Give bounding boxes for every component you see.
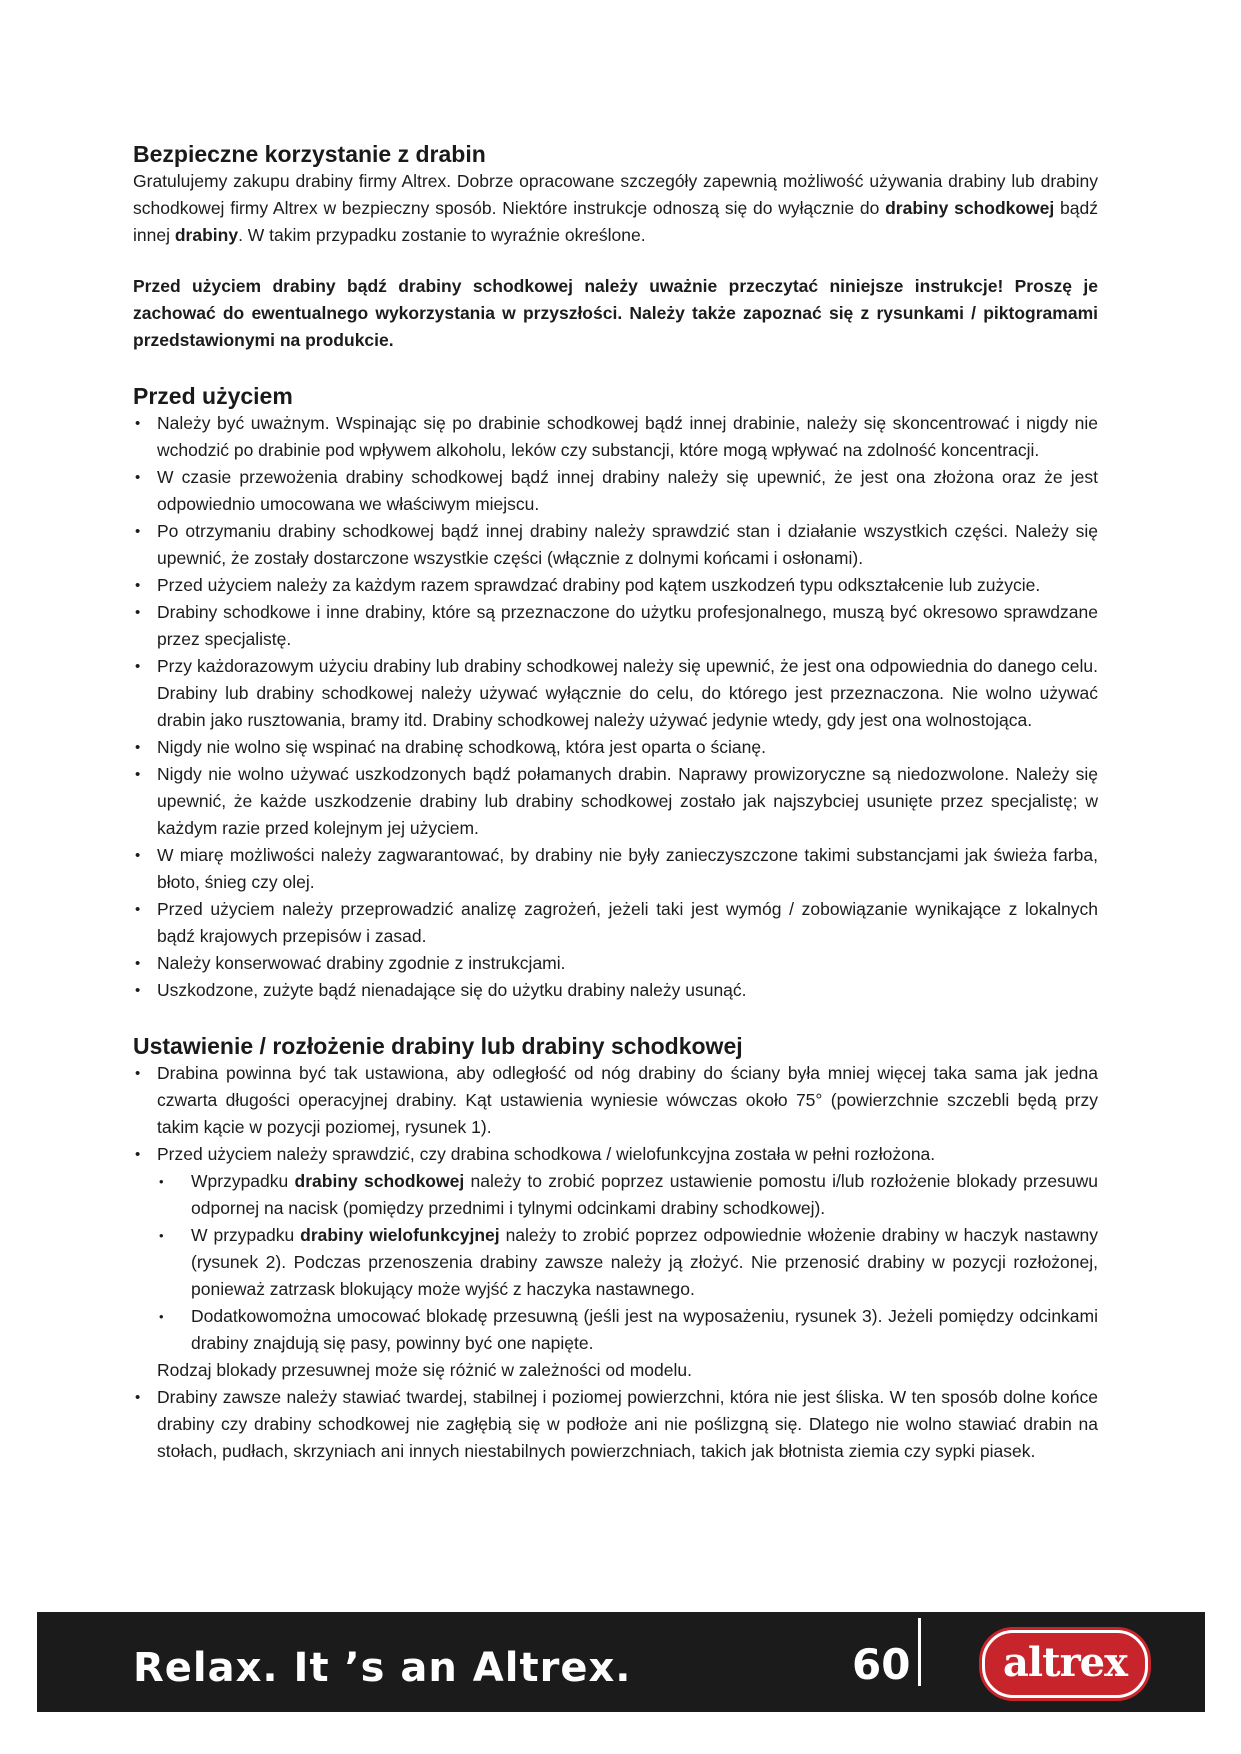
list-item: • Przed użyciem należy za każdym razem sprawdzać drabiny pod kątem uszkodzeń typu odkształcenie lub zużycie.: [133, 572, 1098, 599]
sub-bold-multiladder: drabiny wielofunkcyjnej: [300, 1225, 500, 1245]
sub-text: należy to zrobić poprzez ustawienie pomostu i/lub rozłożenie blokady przesuwu odpornej na nacisk (pomiędzy przednimi i tylnymi odcinkami drabiny schodkowej).: [191, 1171, 1099, 1218]
list-item: • W miarę możliwości należy zagwarantować, by drabiny nie były zanieczyszczone takimi substancjami jak świeża farba, błoto, śnieg czy olej.: [133, 842, 1098, 896]
sub-text: W przypadku: [191, 1225, 301, 1245]
intro-text: Gratulujemy zakupu drabiny firmy Altrex. Dobrze opracowane szczegóły zapewnią możliwość używania drabiny lub drabiny schodkowej firmy Altrex w bezpieczny sposób. Niektóre instrukcje odnoszą się do wyłącznie do: [133, 171, 1098, 218]
page-content: [133, 140, 1098, 1465]
section-title-setup: Ustawienie / rozłożenie drabiny lub drabiny schodkowej: [133, 1033, 743, 1059]
list-item: • Przy każdorazowym użyciu drabiny lub drabiny schodkowej należy się upewnić, że jest ona odpowiednia do danego celu. Drabiny lub drabiny schodkowej należy używać wyłącznie do celu, do którego jest przeznaczona. Nie wolno używać drabin jako rusztowania, bramy itd. Drabiny schodkowej należy używać jedynie wtedy, gdy jest ona wolnostojąca.: [133, 653, 1098, 734]
list-item: • Uszkodzone, zużyte bądź nienadające się do użytku drabiny należy usunąć.: [133, 977, 1098, 1004]
sublist-item: [157, 1168, 1098, 1222]
sub-bold-stepladder: drabiny schodkowej: [294, 1171, 465, 1191]
list-item-text: • Przed użyciem należy sprawdzić, czy drabina schodkowa / wielofunkcyjna została w pełni rozłożona.: [157, 1144, 936, 1164]
altrex-logo: [982, 1630, 1148, 1698]
footer-slogan: Relax. It ’s an Altrex.: [133, 1645, 632, 1691]
list-item: [133, 1141, 1098, 1384]
setup-list: [133, 1060, 1098, 1465]
intro-text: . W takim przypadku zostanie to wyraźnie określone.: [238, 225, 646, 245]
section-title-before-use: Przed użyciem: [133, 383, 293, 409]
logo-text: altrex: [1003, 1638, 1127, 1686]
list-item: • Po otrzymaniu drabiny schodkowej bądź innej drabiny należy sprawdzić stan i działanie wszystkich części. Należy się upewnić, że zostały dostarczone wszystkie części (włącznie z dolnymi końcami i osłonami).: [133, 518, 1098, 572]
sub-text: należy to zrobić poprzez odpowiednie włożenie drabiny w haczyk nastawny (rysunek 2). Podczas przenoszenia drabiny zawsze należy ją złożyć. Nie przenosić drabiny w pozycji rozłożonej, ponieważ zatrzask blokujący może wyjść z haczyka nastawnego.: [191, 1225, 1098, 1299]
sublist-note: Rodzaj blokady przesuwnej może się różnić w zależności od modelu.: [157, 1360, 692, 1380]
intro-text: bądź innej: [133, 198, 1098, 245]
page-number: 60: [852, 1640, 911, 1689]
list-item: • Drabina powinna być tak ustawiona, aby odległość od nóg drabiny do ściany była mniej więcej taka sama jak jedna czwarta długości operacyjnej drabiny. Kąt ustawienia wyniesie wówczas około 75° (powierzchnie szczebli będą przy takim kącie w pozycji poziomej, rysunek 1).: [133, 1060, 1098, 1141]
list-item: • Nigdy nie wolno używać uszkodzonych bądź połamanych drabin. Naprawy prowizoryczne są niedozwolone. Należy się upewnić, że każde uszkodzenie drabiny lub drabiny schodkowej zostało jak najszybciej usunięte przez specjalistę; w każdym razie przed kolejnym jej użyciem.: [133, 761, 1098, 842]
section-title-safe-use: Bezpieczne korzystanie z drabin: [133, 141, 486, 167]
list-item: • Drabiny zawsze należy stawiać twardej, stabilnej i poziomej powierzchni, która nie jest śliska. W ten sposób dolne końce drabiny czy drabiny schodkowej nie zagłębią się w podłoże ani nie poślizgną się. Dlatego nie wolno stawiać drabin na stołach, pudłach, skrzyniach ani innych niestabilnych powierzchniach, takich jak błotnista ziemia czy sypki piasek.: [133, 1384, 1098, 1465]
sub-text: Wprzypadku: [191, 1171, 295, 1191]
sublist-item: [157, 1222, 1098, 1303]
list-item: • Przed użyciem należy przeprowadzić analizę zagrożeń, jeżeli taki jest wymóg / zobowiązanie wynikające z lokalnych bądź krajowych przepisów i zasad.: [133, 896, 1098, 950]
intro-paragraph: [133, 168, 1098, 249]
setup-sublist: [157, 1168, 1098, 1357]
list-item: • Należy być uważnym. Wspinając się po drabinie schodkowej bądź innej drabinie, należy się skoncentrować i nigdy nie wchodzić po drabinie pod wpływem alkoholu, leków czy substancji, które mogą wpływać na zdolność koncentracji.: [133, 410, 1098, 464]
footer-bar: [37, 1612, 1205, 1712]
intro-bold-ladder: drabiny: [174, 225, 239, 245]
before-use-list: [133, 410, 1098, 1004]
list-item: • Należy konserwować drabiny zgodnie z instrukcjami.: [133, 950, 1098, 977]
warning-paragraph: Przed użyciem drabiny bądź drabiny schodkowej należy uważnie przeczytać niniejsze instrukcje! Proszę je zachować do ewentualnego wykorzystania w przyszłości. Należy także zapoznać się z rysunkami / piktogramami przedstawionymi na produkcie.: [133, 276, 1098, 350]
list-item: • W czasie przewożenia drabiny schodkowej bądź innej drabiny należy się upewnić, że jest ona złożona oraz że jest odpowiednio umocowana we właściwym miejscu.: [133, 464, 1098, 518]
footer-divider: [918, 1618, 921, 1686]
sublist-item: • Dodatkowomożna umocować blokadę przesuwną (jeśli jest na wyposażeniu, rysunek 3). Jeżeli pomiędzy odcinkami drabiny znajdują się pasy, powinny być one napięte.: [157, 1303, 1098, 1357]
list-item: • Nigdy nie wolno się wspinać na drabinę schodkową, która jest oparta o ścianę.: [133, 734, 1098, 761]
list-item: • Drabiny schodkowe i inne drabiny, które są przeznaczone do użytku profesjonalnego, muszą być okresowo sprawdzane przez specjalistę.: [133, 599, 1098, 653]
intro-bold-stepladder: drabiny schodkowej: [885, 198, 1055, 218]
